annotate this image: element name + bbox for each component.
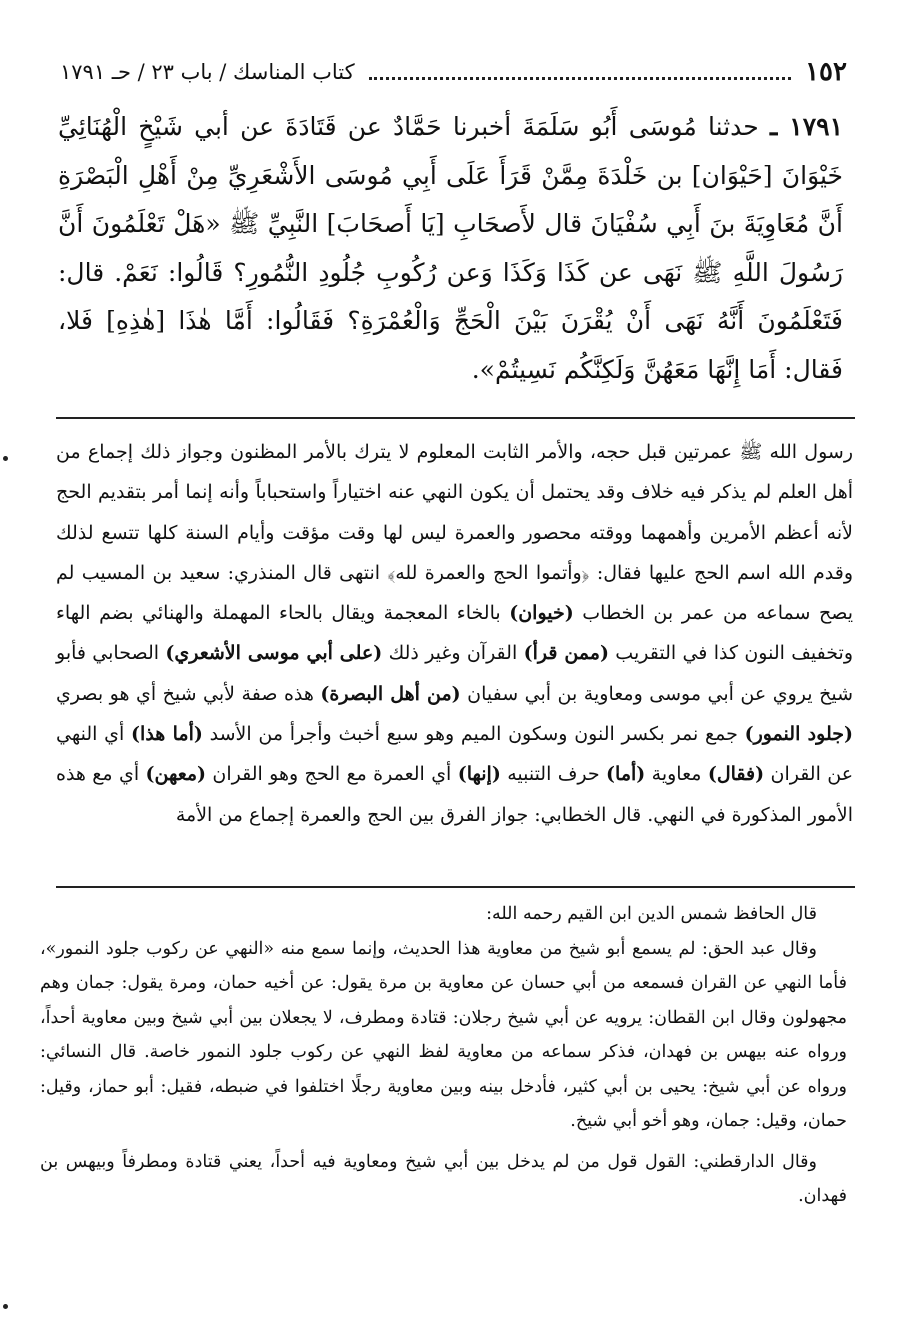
- commentary-text: جمع نمر بكسر النون وسكون الميم وهو سبع أخبث وأجرأ من الأسد: [209, 723, 738, 746]
- ibn-qayyim-heading: قال الحافظ شمس الدين ابن القيم رحمه الله:: [486, 904, 817, 924]
- commentary-text: الصحابي فأبو شيخ يروي عن أبي موسى ومعاوية بن أبي سفيان: [56, 642, 853, 705]
- commentary-keyword: (على أبي موسى الأشعري): [165, 642, 383, 665]
- commentary-keyword: (أما): [606, 763, 646, 786]
- commentary-keyword: (إنها): [457, 763, 501, 786]
- commentary-keyword: (أما هذا): [131, 723, 203, 746]
- ibn-qayyim-notes: [40, 897, 847, 1214]
- commentary-text: هذه صفة لأبي شيخ أي هو بصري: [56, 682, 314, 705]
- commentary-text: القرآن وغير ذلك: [388, 642, 518, 665]
- header-dotted-line: [369, 77, 791, 80]
- commentary-keyword: (معهن): [145, 763, 207, 786]
- commentary-text: بالخاء المعجمة ويقال بالحاء المهملة والهنائي بضم الهاء وتخفيف النون كذا في التقريب: [56, 602, 853, 665]
- commentary-text: أي النهي عن القران: [56, 723, 854, 786]
- hadith-text: حدثنا مُوسَى أَبُو سَلَمَةَ أخبرنا حَمَّادٌ عن قَتَادَةَ عن أبي شَيْخٍ الْهُنَائِيِّ خَيْوَانَ [حَيْوَان] بن خَلْدَةَ مِمَّنْ قَرَأَ عَلَى أَبِي مُوسَى الأَشْعَرِيِّ مِنْ أَهْلِ الْبَصْرَةِ أَنَّ مُعَاوِيَةَ بنَ أَبِي سُفْيَانَ قال لأَصحَابِ [يَا أَصحَابَ] النَّبِيِّ ﷺ «هَلْ تَعْلَمُونَ أَنَّ رَسُولَ اللَّهِ ﷺ نَهَى عن كَذَا وَكَذَا وَعن رُكُوبِ جُلُودِ النُّمُورِ؟ قَالُوا: نَعَمْ. قال: فَتَعْلَمُونَ أَنَّهُ نَهَى أَنْ يُقْرَنَ بَيْنَ الْحَجِّ وَالْعُمْرَةِ؟ فَقَالُوا: أَمَّا هٰذَا [هٰذِهِ] فَلا، فَقال: أَمَا إِنَّهَا مَعَهُنَّ وَلَكِنَّكُم نَسِيتُمْ».: [58, 112, 843, 384]
- hadith-text-block: [58, 103, 843, 394]
- commentary-keyword: (ممن قرأ): [523, 642, 609, 665]
- hadith-number: ١٧٩١ ـ: [769, 112, 844, 141]
- commentary-text: رسول الله ﷺ عمرتين قبل حجه، والأمر الثابت المعلوم لا يترك بالأمر المظنون وجواز ذلك إجماع من أهل العلم لم يذكر فيه خلاف وقد يحتمل أن يكون النهي عنه اختياراً واستحباباً وأنه إنما أمر بتقديم الحج لأنه أعظم الأمرين وأهمهما ووقته محصور والعمرة ليس لها وقت مؤقت وأيام السنة كلها تتسع لذلك وقدم الله اسم الحج عليها فقال: ﴿وأتموا الحج والعمرة لله﴾ انتهى قال المنذري: سعيد بن المسيب لم يصح سماعه من عمر بن الخطاب: [56, 441, 853, 625]
- page-header: [60, 52, 847, 92]
- commentary-text: حرف التنبيه: [507, 763, 600, 786]
- ibn-qayyim-paragraph: وقال الدارقطني: القول قول من لم يدخل بين أبي شيخ ومعاوية فيه أحداً، يعني قتادة ومطرفاً وبيهس بن فهدان.: [40, 1151, 847, 1206]
- commentary-text: معاوية: [651, 763, 702, 786]
- running-title: كتاب المناسك / باب ٢٣ / حـ ١٧٩١: [60, 60, 355, 84]
- commentary-keyword: (من أهل البصرة): [320, 682, 461, 705]
- page-number: ١٥٢: [805, 57, 847, 87]
- divider-line: [56, 417, 855, 419]
- commentary-keyword: (فقال): [707, 763, 765, 786]
- commentary-text: أي العمرة مع الحج وهو القران: [212, 763, 452, 786]
- commentary-keyword: (خيوان): [509, 602, 574, 625]
- margin-mark: [3, 456, 8, 461]
- commentary-block: [56, 432, 853, 835]
- commentary-text: أي مع هذه الأمور المذكورة في النهي. قال الخطابي: جواز الفرق بين الحج والعمرة إجماع من الأمة: [56, 763, 853, 826]
- margin-mark: [3, 1304, 8, 1309]
- divider-line: [56, 886, 855, 888]
- ibn-qayyim-paragraph: وقال عبد الحق: لم يسمع أبو شيخ من معاوية هذا الحديث، وإنما سمع منه «النهي عن ركوب جلود النمور»، فأما النهي عن القران فسمعه من أبي حسان عن معاوية بن مرة يقول: عن أخيه حمان، ومرة يقول: جمان وهم مجهولون وقال ابن القطان: يرويه عن أبي شيخ رجلان: قتادة ومطرف، لا يجعلان بين أبي شيخ وبين معاوية أحداً، ورواه عنه بيهس بن فهدان، فذكر سماعه من معاوية لفظ النهي عن ركوب جلود النمور خاصة. قال النسائي: ورواه عن أبي شيخ: يحيى بن أبي كثير، فأدخل بينه وبين معاوية رجلًا اختلفوا في ضبطه، فقيل: أبو حماز، وقيل: حمان، وقيل: جمان، وهو أخو أبي شيخ.: [40, 938, 847, 1131]
- commentary-keyword: (جلود النمور): [744, 723, 853, 746]
